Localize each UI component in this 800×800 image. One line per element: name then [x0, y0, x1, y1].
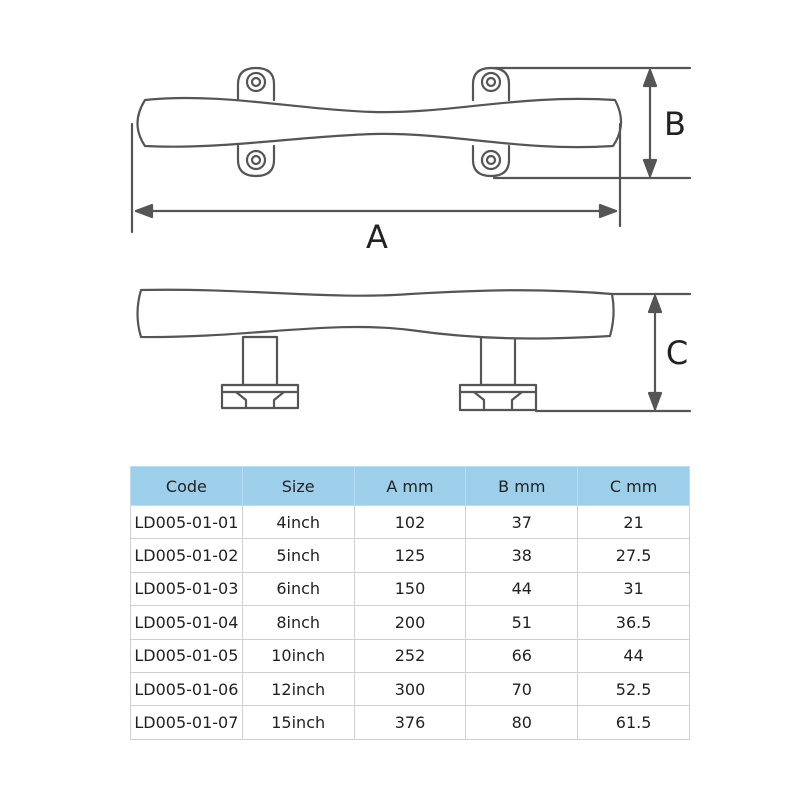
cleat-horn-body-side [138, 290, 614, 339]
cleat-side-view [138, 290, 691, 411]
cell-code: LD005-01-03 [131, 572, 243, 605]
header-b-mm: B mm [466, 467, 578, 506]
cell-b-mm: 37 [466, 506, 578, 539]
dimension-c-label: C [665, 334, 689, 372]
cell-code: LD005-01-02 [131, 539, 243, 572]
dimension-b-label: B [664, 105, 686, 143]
table-row [131, 572, 690, 605]
table-header-row [131, 467, 690, 506]
base-right [460, 385, 536, 410]
mounting-lug-bottom-left [238, 146, 274, 176]
cell-c-mm: 52.5 [578, 672, 690, 705]
mounting-lug-top-right [473, 68, 509, 100]
table-row [131, 606, 690, 639]
table-row [131, 539, 690, 572]
cell-size: 15inch [242, 706, 354, 739]
cell-b-mm: 66 [466, 639, 578, 672]
cell-code: LD005-01-06 [131, 672, 243, 705]
table-row [131, 639, 690, 672]
cell-size: 8inch [242, 606, 354, 639]
stem-left [243, 337, 277, 385]
cell-code: LD005-01-01 [131, 506, 243, 539]
table-row [131, 506, 690, 539]
cell-b-mm: 51 [466, 606, 578, 639]
cell-c-mm: 31 [578, 572, 690, 605]
cell-c-mm: 36.5 [578, 606, 690, 639]
cell-c-mm: 61.5 [578, 706, 690, 739]
header-a-mm: A mm [354, 467, 466, 506]
cell-a-mm: 125 [354, 539, 466, 572]
cell-c-mm: 21 [578, 506, 690, 539]
table-row [131, 706, 690, 739]
cell-size: 4inch [242, 506, 354, 539]
table-row [131, 672, 690, 705]
base-left [222, 385, 298, 408]
cell-a-mm: 300 [354, 672, 466, 705]
cell-a-mm: 376 [354, 706, 466, 739]
dimension-a-label: A [366, 218, 388, 256]
mounting-lug-top-left [238, 68, 274, 100]
cell-code: LD005-01-05 [131, 639, 243, 672]
cell-a-mm: 150 [354, 572, 466, 605]
cell-size: 5inch [242, 539, 354, 572]
header-size: Size [242, 467, 354, 506]
cell-b-mm: 44 [466, 572, 578, 605]
cell-b-mm: 80 [466, 706, 578, 739]
cell-a-mm: 200 [354, 606, 466, 639]
cell-code: LD005-01-07 [131, 706, 243, 739]
cell-c-mm: 44 [578, 639, 690, 672]
size-specification-table [130, 466, 690, 740]
cell-size: 6inch [242, 572, 354, 605]
header-c-mm: C mm [578, 467, 690, 506]
cell-b-mm: 38 [466, 539, 578, 572]
cell-size: 10inch [242, 639, 354, 672]
cell-c-mm: 27.5 [578, 539, 690, 572]
header-code: Code [131, 467, 243, 506]
mounting-lug-bottom-right [473, 146, 509, 176]
cell-b-mm: 70 [466, 672, 578, 705]
cell-code: LD005-01-04 [131, 606, 243, 639]
cleat-top-view [132, 68, 690, 232]
cell-a-mm: 102 [354, 506, 466, 539]
cell-a-mm: 252 [354, 639, 466, 672]
cleat-horn-body-top [138, 98, 622, 147]
cell-size: 12inch [242, 672, 354, 705]
stem-right [481, 337, 515, 385]
